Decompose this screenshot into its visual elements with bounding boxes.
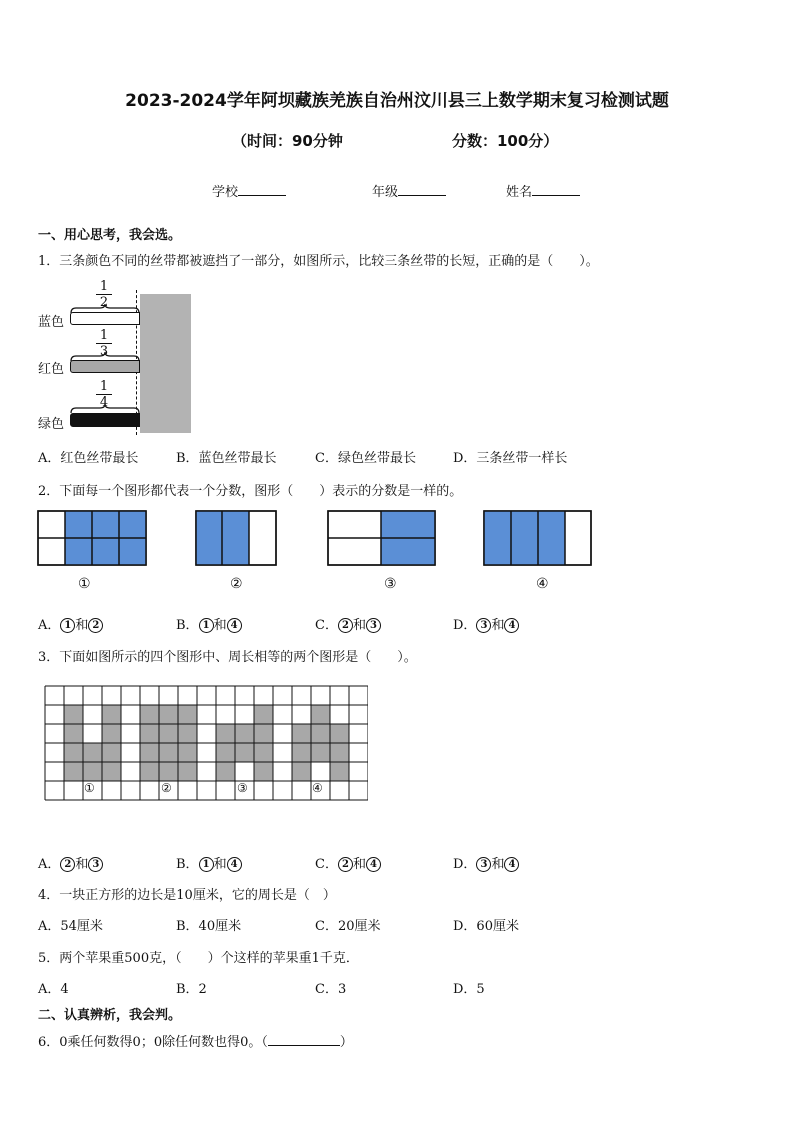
q4-option-b[interactable]: B．40厘米 [176,919,242,934]
grid-cell-shaded [64,762,83,781]
grid-cell-shaded [330,743,349,762]
grid-cell-shaded [64,705,83,724]
ribbon-red [70,360,140,373]
grid-cell-shaded [159,743,178,762]
q2-option-b[interactable]: B． 1 和 4 [176,614,242,633]
grid-cell-shaded [159,724,178,743]
grid-cell-shaded [140,762,159,781]
ribbon-blue [70,312,140,325]
question-5: 5．两个苹果重500克，（ ）个这样的苹果重1千克． [38,951,359,966]
q3-figure-label-1: ① [84,781,95,795]
grid-cell-shaded [254,743,273,762]
grid-cell-shaded [311,705,330,724]
shape-2 [196,511,276,565]
q5-option-b[interactable]: B．2 [176,982,207,997]
grid-cell-shaded [140,724,159,743]
question-3: 3．下面如图所示的四个图形中、周长相等的两个图形是（ ）。 [38,650,417,665]
q2-option-a[interactable]: A． 1 和 2 [38,614,103,633]
q2-figure-label-2: ② [230,576,243,592]
shape-3 [328,511,435,565]
grid-cell-shaded [330,762,349,781]
exam-time: （时间：90分钟 [232,132,343,150]
exam-score: 分数：100分） [452,132,559,150]
grid-cell-shaded [292,762,311,781]
grid-cell-shaded [102,743,121,762]
fraction-shapes [0,505,794,600]
grid-cell-shaded [102,724,121,743]
q3-figure-label-2: ② [161,781,172,795]
name-field: 姓名 [506,181,580,200]
grid-cell-shaded [254,724,273,743]
grid-cell-shaded [292,743,311,762]
q1-option-d[interactable]: D．三条丝带一样长 [453,451,568,466]
q2-figure-label-4: ④ [536,576,549,592]
grid-cell-shaded [64,724,83,743]
grid-cell-shaded [178,705,197,724]
section-1-heading: 一、用心思考，我会选。 [38,228,182,243]
grid-cell-shaded [216,743,235,762]
grid-cell-shaded [216,724,235,743]
ribbon-figure [0,280,220,435]
q1-option-b[interactable]: B．蓝色丝带最长 [176,451,277,466]
q4-option-d[interactable]: D．60厘米 [453,919,519,934]
ribbon-label-blue: 蓝色 [38,315,65,330]
fraction-quarter: 1 4 [96,380,112,409]
grid-cell-shaded [235,724,254,743]
q2-figure-label-1: ① [78,576,91,592]
grid-cell-shaded [254,705,273,724]
grid-cell-shaded [83,743,102,762]
q3-option-b[interactable]: B． 1 和 4 [176,853,242,872]
grid-cell-shaded [159,705,178,724]
grid-cell-shaded [64,743,83,762]
fraction-third: 1 3 [96,329,112,358]
q4-option-a[interactable]: A．54厘米 [38,919,103,934]
q6-answer-blank[interactable] [268,1033,340,1046]
question-4: 4．一块正方形的边长是10厘米，它的周长是（ ） [38,888,336,903]
q4-option-c[interactable]: C．20厘米 [315,919,381,934]
q3-option-c[interactable]: C． 2 和 4 [315,853,381,872]
cover-block [140,294,191,433]
grid-cell-shaded [140,705,159,724]
grid-cell-shaded [330,724,349,743]
question-1: 1．三条颜色不同的丝带都被遮挡了一部分，如图所示，比较三条丝带的长短，正确的是（ ）。 [38,254,599,269]
fraction-half: 1 2 [96,280,112,309]
school-field: 学校 [212,181,286,200]
grid-cell-shaded [140,743,159,762]
page-title: 2023-2024学年阿坝藏族羌族自治州汶川县三上数学期末复习检测试题 [125,91,669,111]
grid-cell-shaded [235,743,254,762]
grid-cell-shaded [102,762,121,781]
grid-cell-shaded [311,724,330,743]
question-2: 2．下面每一个图形都代表一个分数，图形（ ）表示的分数是一样的。 [38,484,463,499]
q5-option-a[interactable]: A．4 [38,982,69,997]
q3-figure-label-4: ④ [312,781,323,795]
q2-figure-label-3: ③ [384,576,397,592]
q1-option-a[interactable]: A．红色丝带最长 [38,451,139,466]
grid-cell-shaded [311,743,330,762]
grid-cell-shaded [159,762,178,781]
q3-option-d[interactable]: D． 3 和 4 [453,853,519,872]
grid-cell-shaded [178,762,197,781]
q3-option-a[interactable]: A． 2 和 3 [38,853,103,872]
question-6: 6．0乘任何数得0；0除任何数也得0。（ ） [38,1035,353,1050]
q5-option-c[interactable]: C．3 [315,982,347,997]
q2-option-c[interactable]: C． 2 和 3 [315,614,381,633]
grid-cell-shaded [178,724,197,743]
grid-cell-shaded [178,743,197,762]
ribbon-green [70,413,140,427]
grid-cell-shaded [254,762,273,781]
grid-cell-shaded [83,762,102,781]
grid-cell-shaded [216,762,235,781]
q1-option-c[interactable]: C．绿色丝带最长 [315,451,416,466]
q3-figure-label-3: ③ [237,781,248,795]
grid-cell-shaded [292,724,311,743]
grade-field: 年级 [372,181,446,200]
shape-4 [484,511,591,565]
shape-1 [38,511,146,565]
ribbon-label-red: 红色 [38,362,65,377]
q2-option-d[interactable]: D． 3 和 4 [453,614,519,633]
ribbon-label-green: 绿色 [38,417,65,432]
section-2-heading: 二、认真辨析，我会判。 [38,1008,182,1023]
q5-option-d[interactable]: D．5 [453,982,485,997]
grid-cell-shaded [102,705,121,724]
